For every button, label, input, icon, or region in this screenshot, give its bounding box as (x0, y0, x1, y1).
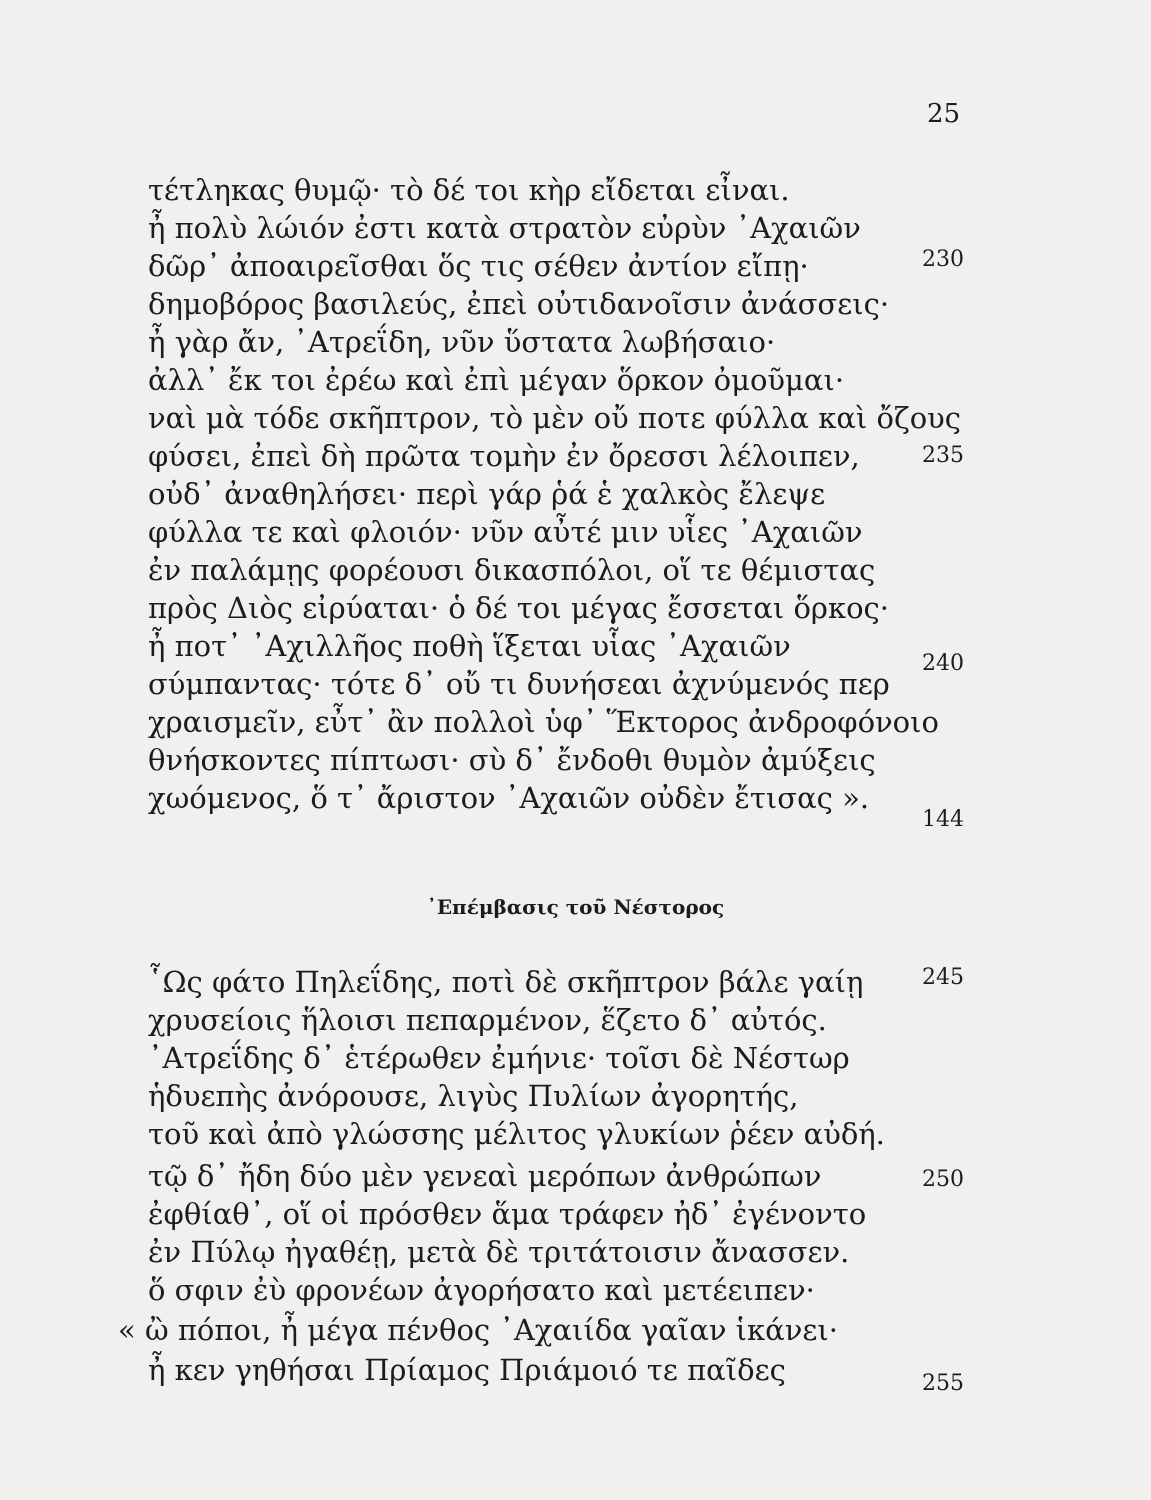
verse-line: τῷ δ᾿ ἤδη δύο μὲν γενεαὶ μερόπων ἀνθρώπων (148, 1159, 822, 1193)
verse-line: χρυσείοις ἥλοισι πεπαρμένον, ἕζετο δ᾿ αὐτός. (148, 1003, 827, 1037)
verse-line: ὅ σφιν ἐὺ φρονέων ἀγορήσατο καὶ μετέειπεν· (148, 1273, 815, 1307)
verse-line: ἦ γὰρ ἄν, ᾿Ατρεΐδη, νῦν ὕστατα λωβήσαιο· (148, 325, 776, 359)
verse-line: τέτληκας θυμῷ· τὸ δέ τοι κὴρ εἴδεται εἶναι. (148, 173, 790, 207)
line-number: 144 (922, 807, 964, 832)
verse-line: σύμπαντας· τότε δ᾿ οὔ τι δυνήσεαι ἀχνύμενός περ (148, 667, 890, 701)
line-number: 240 (922, 651, 964, 676)
verse-line: φύσει, ἐπεὶ δὴ πρῶτα τομὴν ἐν ὄρεσσι λέλοιπεν, (148, 439, 860, 473)
verse-line: ἦ ποτ᾿ ᾿Αχιλλῆος ποθὴ ἵξεται υἷας ᾿Αχαιῶν (148, 629, 791, 663)
verse-line: δημοβόρος βασιλεύς, ἐπεὶ οὐτιδανοῖσιν ἀνάσσεις· (148, 287, 890, 321)
verse-line: χραισμεῖν, εὖτ᾿ ἂν πολλοὶ ὑφ᾿ Ἕκτορος ἀνδροφόνοιο (148, 705, 939, 739)
verse-line: χωόμενος, ὅ τ᾿ ἄριστον ᾿Αχαιῶν οὐδὲν ἔτισας ». (148, 781, 870, 815)
line-number: 250 (922, 1167, 964, 1192)
verse-line: πρὸς Διὸς εἰρύαται· ὁ δέ τοι μέγας ἔσσεται ὅρκος· (148, 591, 890, 625)
verse-line: δῶρ᾿ ἀποαιρεῖσθαι ὅς τις σέθεν ἀντίον εἴπῃ· (148, 249, 809, 283)
verse-line: ἐφθίαθ᾿, οἵ οἱ πρόσθεν ἅμα τράφεν ἠδ᾿ ἐγένοντο (148, 1197, 867, 1231)
verse-line: « ὢ πόποι, ἦ μέγα πένθος ᾿Αχαιίδα γαῖαν ἱκάνει· (118, 1313, 839, 1347)
verse-line: ἦ πολὺ λώιόν ἐστι κατὰ στρατὸν εὐρὺν ᾿Αχαιῶν (148, 211, 861, 245)
verse-line: ῟Ως φάτο Πηλεΐδης, ποτὶ δὲ σκῆπτρον βάλε γαίῃ (148, 965, 864, 999)
verse-line: οὐδ᾿ ἀναθηλήσει· περὶ γάρ ῥά ἑ χαλκὸς ἔλεψε (148, 477, 826, 511)
page-number: 25 (927, 99, 961, 129)
verse-line: θνήσκοντες πίπτωσι· σὺ δ᾿ ἔνδοθι θυμὸν ἀμύξεις (148, 743, 876, 777)
verse-line: ἡδυεπὴς ἀνόρουσε, λιγὺς Πυλίων ἀγορητής, (148, 1079, 799, 1113)
verse-line: ἀλλ᾿ ἔκ τοι ἐρέω καὶ ἐπὶ μέγαν ὅρκον ὀμοῦμαι· (148, 363, 845, 397)
section-heading: ᾿Επέμβασις τοῦ Νέστορος (426, 895, 725, 919)
verse-line: τοῦ καὶ ἀπὸ γλώσσης μέλιτος γλυκίων ῥέεν αὐδή. (148, 1117, 885, 1151)
verse-line: ναὶ μὰ τόδε σκῆπτρον, τὸ μὲν οὔ ποτε φύλλα καὶ ὄζους (148, 401, 962, 435)
line-number: 235 (922, 443, 964, 468)
line-number: 245 (922, 965, 964, 990)
verse-line: ἦ κεν γηθήσαι Πρίαμος Πριάμοιό τε παῖδες (148, 1353, 786, 1387)
verse-line: ᾿Ατρεΐδης δ᾿ ἑτέρωθεν ἐμήνιε· τοῖσι δὲ Νέστωρ (148, 1041, 850, 1075)
line-number: 255 (922, 1371, 964, 1396)
verse-line: φύλλα τε καὶ φλοιόν· νῦν αὖτέ μιν υἷες ᾿Αχαιῶν (148, 515, 863, 549)
verse-line: ἐν Πύλῳ ἠγαθέῃ, μετὰ δὲ τριτάτοισιν ἄνασσεν. (148, 1235, 850, 1269)
verse-line: ἐν παλάμῃς φορέουσι δικασπόλοι, οἵ τε θέμιστας (148, 553, 876, 587)
line-number: 230 (922, 247, 964, 272)
